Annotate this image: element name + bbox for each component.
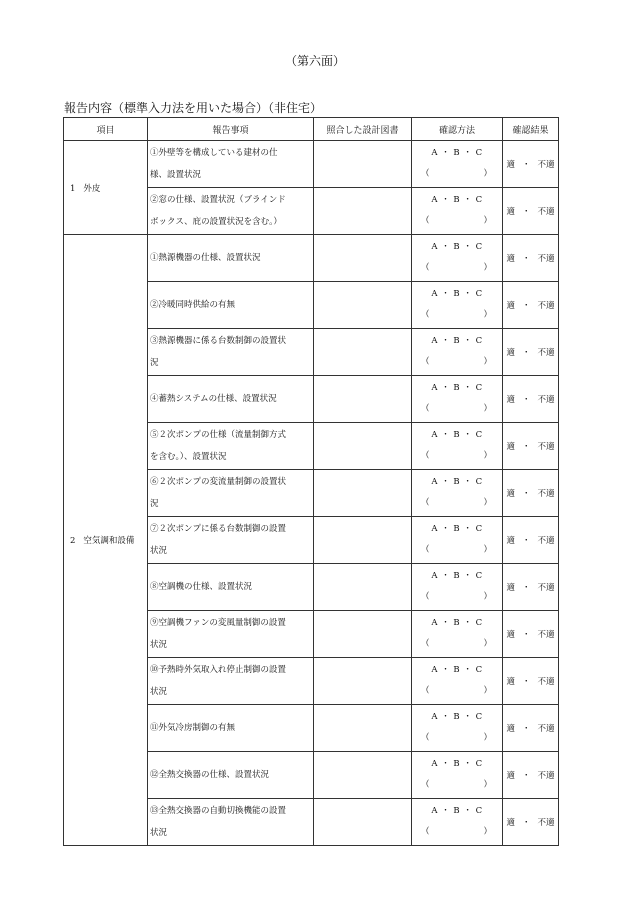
method-note[interactable] [412,352,502,373]
report-item-line1: ⑨空調機ファンの変風量制御の設置 [150,618,286,628]
method-options[interactable]: A ・ B ・ C [431,759,483,769]
report-item-line2: 状況 [150,546,168,556]
result-ok[interactable]: 適 [506,207,515,217]
result-ng[interactable]: 不適 [537,489,555,499]
method-note[interactable] [412,211,502,232]
result-cell[interactable] [503,611,559,658]
report-item-line2: 状況 [150,687,168,697]
method-note[interactable] [412,587,502,608]
method-options[interactable]: A ・ B ・ C [431,618,483,628]
design-docs-cell[interactable] [314,470,412,517]
result-cell[interactable] [503,235,559,282]
method-note[interactable] [412,822,502,843]
result-ok[interactable]: 適 [506,254,515,264]
report-item-line1: ⑤２次ポンプの仕様（流量制御方式 [150,430,287,440]
report-item-line2: 状況 [150,640,168,650]
method-options[interactable]: A ・ B ・ C [431,195,483,205]
result-cell[interactable] [503,470,559,517]
result-ok[interactable]: 適 [506,630,515,640]
method-cell[interactable] [412,376,503,423]
method-options[interactable]: A ・ B ・ C [431,571,483,581]
result-ng[interactable]: 不適 [537,301,555,311]
method-options[interactable]: A ・ B ・ C [431,336,483,346]
result-separator: ・ [521,677,531,687]
report-item-cell [148,564,314,611]
header-method: 確認方法 [412,118,503,141]
report-item-line1: ⑥２次ポンプの変流量制御の設置状 [150,477,287,487]
paren-close: ） [483,686,493,696]
report-item-line1: ①熱源機器の仕様、設置状況 [150,253,261,263]
design-docs-cell[interactable] [314,564,412,611]
paren-close: ） [483,827,493,837]
result-cell[interactable] [503,658,559,705]
result-separator: ・ [521,160,531,170]
report-item-cell [148,470,314,517]
method-note[interactable] [412,728,502,749]
paren-close: ） [483,498,493,508]
method-options[interactable]: A ・ B ・ C [431,242,483,252]
page-title: （第六面） [284,54,345,68]
method-cell[interactable] [412,235,503,282]
result-cell[interactable] [503,752,559,799]
report-item-line2: 況 [150,358,159,368]
result-ng[interactable]: 不適 [537,442,555,452]
paren-close: ） [483,310,493,320]
result-ok[interactable]: 適 [506,677,515,687]
result-ok[interactable]: 適 [506,442,515,452]
result-ng[interactable]: 不適 [537,818,555,828]
design-docs-cell[interactable] [314,235,412,282]
design-docs-cell[interactable] [314,423,412,470]
method-options[interactable]: A ・ B ・ C [431,524,483,534]
report-item-line1: ⑦２次ポンプに係る台数制御の設置 [150,524,287,534]
report-item-cell [148,658,314,705]
header-category: 項目 [64,118,148,141]
result-separator: ・ [521,301,531,311]
method-options[interactable]: A ・ B ・ C [431,289,483,299]
paren-close: ） [483,639,493,649]
report-item-line1: ③熱源機器に係る台数制御の設置状 [150,336,287,346]
result-cell[interactable] [503,517,559,564]
table-row [64,141,559,188]
result-cell[interactable] [503,423,559,470]
report-item-line2: ボックス、庇の設置状況を含む。） [150,217,282,227]
paren-open: （ [421,686,430,696]
report-item-line1: ①外壁等を構成している建材の仕 [150,148,278,158]
result-ok[interactable]: 適 [506,724,515,734]
result-cell[interactable] [503,329,559,376]
report-item-line1: ⑬全熱交換器の自動切換機能の設置 [150,806,287,816]
report-item-line1: ②窓の仕様、設置状況（ブラインド [150,195,286,205]
paren-open: （ [421,263,430,273]
report-item-cell [148,235,314,282]
result-separator: ・ [521,724,531,734]
design-docs-cell[interactable] [314,282,412,329]
method-cell[interactable] [412,423,503,470]
method-note[interactable] [412,446,502,467]
method-cell[interactable] [412,470,503,517]
result-ng[interactable]: 不適 [537,348,555,358]
design-docs-cell[interactable] [314,517,412,564]
method-note[interactable] [412,540,502,561]
method-options[interactable]: A ・ B ・ C [431,806,483,816]
paren-open: （ [421,357,430,367]
method-cell[interactable] [412,141,503,188]
paren-close: ） [483,169,493,179]
category-number: 2 [70,536,76,546]
paren-close: ） [483,216,493,226]
result-cell[interactable] [503,564,559,611]
report-item-line1: ⑩予熱時外気取入れ停止制御の設置 [150,665,287,675]
result-cell[interactable] [503,141,559,188]
paren-open: （ [421,498,430,508]
header-report-item: 報告事項 [148,118,314,141]
method-options[interactable]: A ・ B ・ C [431,477,483,487]
paren-open: （ [421,733,430,743]
result-cell[interactable] [503,799,559,846]
result-ng[interactable]: 不適 [537,630,555,640]
result-separator: ・ [521,536,531,546]
report-item-cell [148,376,314,423]
result-ng[interactable]: 不適 [537,724,555,734]
paren-close: ） [483,357,493,367]
result-separator: ・ [521,254,531,264]
result-separator: ・ [521,348,531,358]
result-separator: ・ [521,395,531,405]
report-item-line2: 状況 [150,828,168,838]
report-item-cell [148,705,314,752]
report-item-line1: ⑧空調機の仕様、設置状況 [150,582,253,592]
result-ng[interactable]: 不適 [537,583,555,593]
paren-close: ） [483,404,493,414]
paren-close: ） [483,592,493,602]
method-cell[interactable] [412,752,503,799]
header-result: 確認結果 [503,118,559,141]
report-item-line1: ⑪外気冷房制御の有無 [150,723,236,733]
method-cell[interactable] [412,799,503,846]
result-separator: ・ [521,771,531,781]
report-item-cell [148,188,314,235]
result-ok[interactable]: 適 [506,348,515,358]
result-ok[interactable]: 適 [506,160,515,170]
category-cell [64,141,148,235]
paren-close: ） [483,263,493,273]
method-note[interactable] [412,634,502,655]
report-item-line1: ⑫全熱交換器の仕様、設置状況 [150,770,270,780]
method-cell[interactable] [412,611,503,658]
design-docs-cell[interactable] [314,658,412,705]
result-ok[interactable]: 適 [506,395,515,405]
report-item-cell [148,517,314,564]
section-title: 報告内容（標準入力法を用いた場合）（非住宅） [64,101,323,115]
method-options[interactable]: A ・ B ・ C [431,712,483,722]
result-ng[interactable]: 不適 [537,677,555,687]
paren-open: （ [421,216,430,226]
design-docs-cell[interactable] [314,141,412,188]
paren-open: （ [421,404,430,414]
result-ng[interactable]: 不適 [537,536,555,546]
paren-open: （ [421,780,430,790]
paren-close: ） [483,451,493,461]
design-docs-cell[interactable] [314,329,412,376]
result-ng[interactable]: 不適 [537,160,555,170]
result-ng[interactable]: 不適 [537,771,555,781]
design-docs-cell[interactable] [314,376,412,423]
method-options[interactable]: A ・ B ・ C [431,383,483,393]
category-label: 外皮 [83,183,101,194]
result-cell[interactable] [503,376,559,423]
result-ng[interactable]: 不適 [537,207,555,217]
result-ok[interactable]: 適 [506,536,515,546]
method-note[interactable] [412,164,502,185]
paren-open: （ [421,827,430,837]
method-cell[interactable] [412,188,503,235]
report-item-cell [148,611,314,658]
result-ok[interactable]: 適 [506,301,515,311]
paren-open: （ [421,451,430,461]
report-item-cell [148,141,314,188]
category-number: 1 [70,183,76,194]
result-separator: ・ [521,207,531,217]
paren-open: （ [421,592,430,602]
design-docs-cell[interactable] [314,799,412,846]
result-separator: ・ [521,630,531,640]
report-body [64,141,559,846]
method-cell[interactable] [412,564,503,611]
method-note[interactable] [412,681,502,702]
design-docs-cell[interactable] [314,752,412,799]
result-ng[interactable]: 不適 [537,254,555,264]
method-cell[interactable] [412,329,503,376]
report-item-cell [148,423,314,470]
method-cell[interactable] [412,705,503,752]
method-note[interactable] [412,305,502,326]
report-item-line2: 況 [150,499,159,509]
paren-close: ） [483,545,493,555]
result-cell[interactable] [503,188,559,235]
design-docs-cell[interactable] [314,705,412,752]
paren-open: （ [421,169,430,179]
method-options[interactable]: A ・ B ・ C [431,665,483,675]
report-item-cell [148,799,314,846]
header-row [64,118,559,141]
method-note[interactable] [412,493,502,514]
result-ok[interactable]: 適 [506,489,515,499]
report-item-cell [148,752,314,799]
result-separator: ・ [521,583,531,593]
method-cell[interactable] [412,658,503,705]
design-docs-cell[interactable] [314,188,412,235]
method-note[interactable] [412,258,502,279]
result-ok[interactable]: 適 [506,771,515,781]
category-label: 空気調和設備 [83,536,135,546]
result-separator: ・ [521,442,531,452]
paren-open: （ [421,639,430,649]
paren-open: （ [421,310,430,320]
result-cell[interactable] [503,705,559,752]
method-cell[interactable] [412,282,503,329]
report-item-line2: を含む。）、設置状況 [150,452,227,462]
paren-close: ） [483,733,493,743]
header-design-docs: 照合した設計図書 [314,118,412,141]
table-row [64,235,559,282]
method-options[interactable]: A ・ B ・ C [431,148,483,158]
result-separator: ・ [521,489,531,499]
method-options[interactable]: A ・ B ・ C [431,430,483,440]
result-separator: ・ [521,818,531,828]
method-note[interactable] [412,775,502,796]
category-cell [64,235,148,846]
result-cell[interactable] [503,282,559,329]
report-item-cell [148,282,314,329]
report-table [63,117,559,846]
result-ok[interactable]: 適 [506,583,515,593]
paren-open: （ [421,545,430,555]
method-cell[interactable] [412,517,503,564]
report-item-cell [148,329,314,376]
result-ng[interactable]: 不適 [537,395,555,405]
result-ok[interactable]: 適 [506,818,515,828]
report-item-line1: ②冷暖同時供給の有無 [150,300,236,310]
method-note[interactable] [412,399,502,420]
report-item-line2: 様、設置状況 [150,170,202,180]
design-docs-cell[interactable] [314,611,412,658]
report-item-line1: ④蓄熱システムの仕様、設置状況 [150,394,277,404]
paren-close: ） [483,780,493,790]
